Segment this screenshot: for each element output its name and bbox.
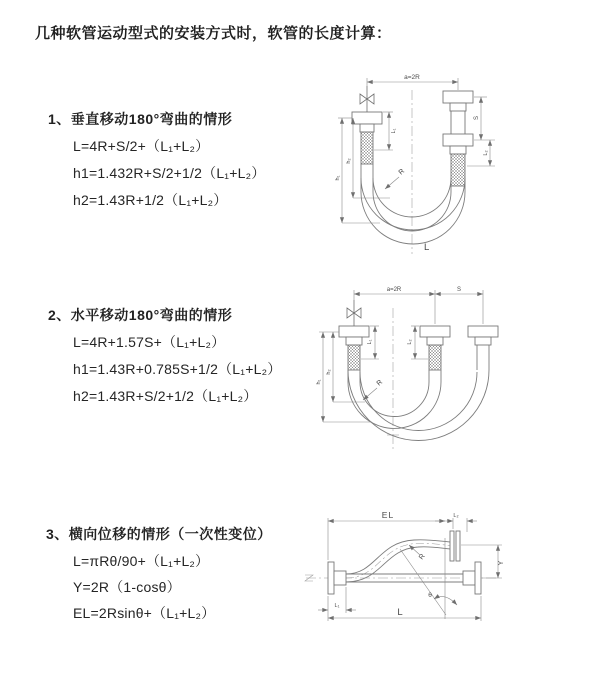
section-1-formula-L: L=4R+S/2+（L₁+L₂）: [73, 138, 210, 154]
left-fitting: [352, 112, 382, 164]
dim-l1-label: L₁: [391, 128, 397, 134]
dim-l1-label: L₁: [334, 603, 340, 609]
dimensions: [318, 518, 502, 621]
valve-icon: [347, 300, 361, 326]
centerline: [387, 308, 399, 452]
dim-a2r-label: a=2R: [386, 287, 402, 293]
hoses: [346, 540, 463, 582]
section-2-formula-h1: h1=1.43R+0.785S+1/2（L₁+L₂）: [73, 361, 282, 377]
dim-h1-label: h₁: [335, 175, 341, 181]
hose-u-bend: [361, 164, 465, 244]
radius-label: R: [397, 167, 407, 177]
moved-fitting: [468, 326, 498, 345]
valve-icon: [360, 86, 374, 112]
page-title: 几种软管运动型式的安装方式时，软管的长度计算：: [35, 25, 392, 42]
hose-u-bends: [348, 345, 489, 441]
dim-h2-label: h₂: [326, 369, 332, 375]
dim-l2-label: L₂: [483, 150, 489, 156]
section-2-formula-h2: h2=1.43R+S/2+1/2（L₁+L₂）: [73, 388, 258, 404]
left-fitting: [339, 326, 369, 370]
dim-el-label: EL: [381, 510, 395, 520]
section-2-heading: 2、水平移动180°弯曲的情形: [48, 307, 233, 323]
section-3-formula-EL: EL=2Rsinθ+（L₁+L₂）: [73, 605, 216, 621]
right-fitting-upper: [443, 91, 473, 134]
dim-l1-label: L₁: [367, 339, 373, 345]
section-1-formula-h2: h2=1.43R+1/2（L₁+L₂）: [73, 192, 228, 208]
dim-s-label: S: [474, 115, 480, 121]
radius-label: R: [375, 378, 385, 388]
dim-s-label: S: [456, 287, 462, 293]
dimensions: [319, 290, 483, 422]
right-fitting-lower: [443, 134, 473, 186]
diagram-lateral-displacement: [300, 498, 600, 668]
dim-l2-label: L₂: [407, 339, 413, 345]
construction-lines: [400, 538, 446, 619]
section-3-heading: 3、横向位移的情形（一次性变位）: [46, 526, 272, 542]
section-2-formula-L: L=4R+1.57S+（L₁+L₂）: [73, 334, 226, 350]
radius-label: R: [418, 552, 427, 562]
section-3-formula-Y: Y=2R（1-cosθ）: [73, 579, 181, 595]
diagram-horizontal-180-bend: [297, 282, 592, 462]
dim-a2r-label: a=2R: [404, 74, 420, 81]
dim-y-label: Y: [498, 560, 505, 566]
dim-l2-label: L₂: [453, 513, 459, 519]
theta-label: θ: [428, 592, 432, 599]
length-label: L: [424, 242, 430, 253]
section-3-formula-L: L=πRθ/90+（L₁+L₂）: [73, 553, 210, 569]
dim-h2-label: h₂: [346, 158, 352, 164]
diagram-vertical-180-bend: [300, 66, 590, 258]
section-1-heading: 1、垂直移动180°弯曲的情形: [48, 111, 233, 127]
middle-fitting: [420, 326, 450, 370]
right-flange: [463, 562, 481, 594]
left-flange: [328, 562, 346, 594]
section-1-formula-h1: h1=1.432R+S/2+1/2（L₁+L₂）: [73, 165, 266, 181]
dim-l-label: L: [397, 607, 403, 618]
dim-h1-label: h₁: [316, 379, 322, 385]
upper-flange: [450, 531, 460, 561]
